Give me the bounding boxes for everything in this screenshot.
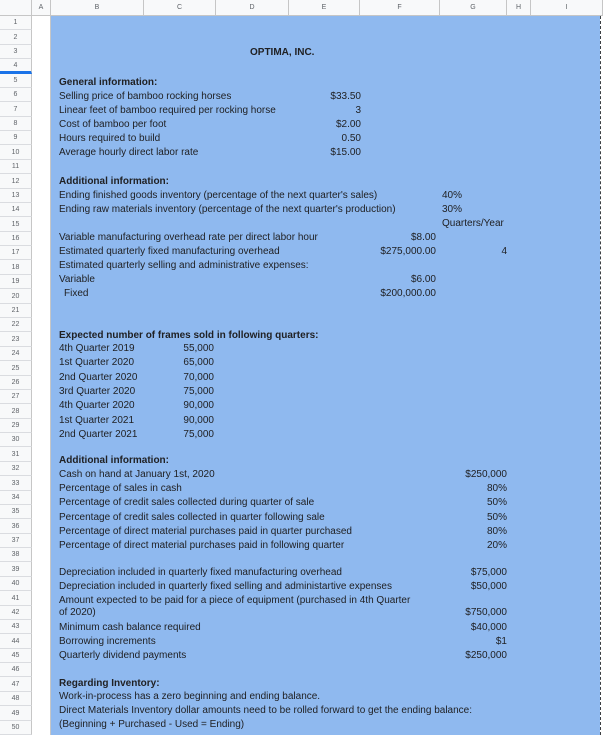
- frames-units[interactable]: 75,000: [183, 385, 214, 397]
- cash-item-label[interactable]: Percentage of credit sales collected in quarter following sale: [59, 511, 325, 523]
- general-item-label[interactable]: Selling price of bamboo rocking horses: [59, 91, 232, 102]
- row-header[interactable]: 21: [0, 304, 32, 318]
- row-header[interactable]: 44: [0, 634, 32, 649]
- cash-item-value[interactable]: 80%: [486, 483, 507, 495]
- cash-item-value[interactable]: 80%: [486, 525, 507, 537]
- row-header[interactable]: 12: [0, 174, 32, 189]
- frames-units[interactable]: 75,000: [183, 428, 214, 440]
- frames-quarter[interactable]: 2nd Quarter 2021: [59, 428, 138, 440]
- general-item-label[interactable]: Hours required to build: [59, 133, 161, 144]
- column-header[interactable]: H: [507, 0, 531, 16]
- column-header[interactable]: C: [144, 0, 216, 16]
- frames-quarter[interactable]: 3rd Quarter 2020: [59, 385, 136, 397]
- equipment-label-line-1[interactable]: Amount expected to be paid for a piece of equipment (purchased in 4th Quarter: [59, 595, 411, 606]
- row-header[interactable]: 2: [0, 30, 32, 45]
- column-header[interactable]: A: [32, 0, 51, 16]
- row-header[interactable]: 38: [0, 548, 32, 562]
- inventory-heading[interactable]: Regarding Inventory:: [59, 678, 160, 689]
- row-header[interactable]: 30: [0, 433, 32, 447]
- frames-quarter[interactable]: 1st Quarter 2020: [59, 357, 135, 369]
- policy-value[interactable]: $250,000: [465, 650, 507, 661]
- frames-quarter[interactable]: 2nd Quarter 2020: [59, 371, 138, 383]
- column-header[interactable]: F: [360, 0, 440, 16]
- row-header[interactable]: 22: [0, 318, 32, 332]
- column-header[interactable]: B: [51, 0, 144, 16]
- general-item-value[interactable]: $2.00: [335, 119, 361, 130]
- var-oh-label[interactable]: Variable manufacturing overhead rate per direct labor hour: [59, 232, 318, 243]
- general-item-label[interactable]: Linear feet of bamboo required per rocking horse: [59, 105, 276, 116]
- row-header[interactable]: 36: [0, 519, 32, 534]
- frames-units[interactable]: 65,000: [183, 357, 214, 369]
- column-header[interactable]: I: [531, 0, 603, 16]
- row-header[interactable]: 11: [0, 160, 32, 174]
- row-header[interactable]: 10: [0, 145, 32, 160]
- general-item-value[interactable]: $33.50: [330, 91, 361, 102]
- additional-heading-2[interactable]: Additional information:: [59, 455, 169, 466]
- row-header[interactable]: 26: [0, 376, 32, 390]
- row-header[interactable]: 42: [0, 606, 32, 620]
- policy-label[interactable]: Minimum cash balance required: [59, 622, 201, 633]
- frames-quarter[interactable]: 1st Quarter 2021: [59, 414, 135, 426]
- row-header[interactable]: 37: [0, 534, 32, 548]
- row-header[interactable]: 28: [0, 404, 32, 419]
- row-header[interactable]: 50: [0, 721, 32, 735]
- quarters-per-year-value[interactable]: 4: [501, 246, 507, 257]
- row-header[interactable]: 6: [0, 88, 32, 102]
- general-item-value[interactable]: $15.00: [330, 147, 361, 158]
- row-header[interactable]: 4: [0, 59, 32, 74]
- row-header[interactable]: 32: [0, 462, 32, 476]
- additional-item-label[interactable]: Ending raw materials inventory (percentage of the next quarter's production): [59, 204, 396, 215]
- additional-item-label[interactable]: Ending finished goods inventory (percentage of the next quarter's sales): [59, 190, 378, 201]
- depreciation-value[interactable]: $75,000: [470, 567, 507, 578]
- row-header[interactable]: 8: [0, 117, 32, 131]
- additional-heading-1[interactable]: Additional information:: [59, 176, 169, 187]
- general-item-label[interactable]: Cost of bamboo per foot: [59, 119, 167, 130]
- column-a-area: [32, 16, 51, 735]
- row-header[interactable]: 49: [0, 706, 32, 721]
- equipment-label-line-2[interactable]: of 2020): [59, 607, 96, 618]
- row-header[interactable]: 16: [0, 232, 32, 246]
- row-header[interactable]: 35: [0, 505, 32, 519]
- additional-item-value[interactable]: 30%: [442, 204, 463, 215]
- row-header[interactable]: 25: [0, 361, 32, 376]
- inventory-line-2[interactable]: Direct Materials Inventory dollar amounts need to be rolled forward to get the ending balance:: [59, 705, 473, 716]
- var-oh-value[interactable]: $8.00: [410, 232, 436, 243]
- frames-quarter[interactable]: 4th Quarter 2020: [59, 400, 135, 412]
- depreciation-label[interactable]: Depreciation included in quarterly fixed selling and administartive expenses: [59, 581, 392, 592]
- frames-heading[interactable]: Expected number of frames sold in following quarters:: [59, 330, 319, 341]
- variable-label[interactable]: Variable: [59, 274, 95, 285]
- cash-item-value[interactable]: 50%: [486, 511, 507, 523]
- row-header[interactable]: 43: [0, 620, 32, 634]
- frames-units[interactable]: 70,000: [183, 371, 214, 383]
- equipment-value[interactable]: $750,000: [465, 607, 507, 618]
- row-header[interactable]: 48: [0, 692, 32, 706]
- inventory-line-3[interactable]: (Beginning + Purchased - Used = Ending): [59, 719, 245, 730]
- general-heading[interactable]: General information:: [59, 77, 158, 88]
- frames-units[interactable]: 90,000: [183, 400, 214, 412]
- column-header[interactable]: D: [216, 0, 289, 16]
- cash-item-value[interactable]: $250,000: [465, 469, 507, 480]
- row-header[interactable]: 29: [0, 419, 32, 433]
- inventory-line-1[interactable]: Work-in-process has a zero beginning and ending balance.: [59, 691, 321, 702]
- depreciation-value[interactable]: $50,000: [470, 581, 507, 592]
- quarters-per-year-label[interactable]: Quarters/Year: [442, 218, 504, 229]
- row-header[interactable]: 13: [0, 189, 32, 203]
- cash-item-label[interactable]: Cash on hand at January 1st, 2020: [59, 469, 215, 480]
- general-item-value[interactable]: 3: [355, 105, 361, 116]
- policy-label[interactable]: Quarterly dividend payments: [59, 650, 187, 661]
- general-item-value[interactable]: 0.50: [341, 133, 361, 144]
- fixed-value[interactable]: $200,000.00: [380, 288, 436, 299]
- row-header[interactable]: 5: [0, 74, 32, 88]
- policy-label[interactable]: Borrowing increments: [59, 636, 156, 647]
- row-header[interactable]: 18: [0, 260, 32, 275]
- row-header[interactable]: 41: [0, 591, 32, 606]
- sheet-title[interactable]: OPTIMA, INC.: [250, 47, 315, 58]
- cash-item-label[interactable]: Percentage of direct material purchases paid in quarter purchased: [59, 525, 352, 537]
- row-header[interactable]: 31: [0, 447, 32, 462]
- row-header[interactable]: 19: [0, 275, 32, 289]
- frames-units[interactable]: 90,000: [183, 414, 214, 426]
- row-header[interactable]: 46: [0, 663, 32, 677]
- depreciation-label[interactable]: Depreciation included in quarterly fixed manufacturing overhead: [59, 567, 342, 578]
- row-header[interactable]: 47: [0, 677, 32, 692]
- row-header[interactable]: 23: [0, 332, 32, 347]
- fixed-oh-label[interactable]: Estimated quarterly fixed manufacturing overhead: [59, 246, 280, 257]
- general-item-label[interactable]: Average hourly direct labor rate: [59, 147, 199, 158]
- row-header[interactable]: 40: [0, 577, 32, 591]
- row-header[interactable]: 9: [0, 131, 32, 145]
- row-header[interactable]: 15: [0, 217, 32, 232]
- variable-value[interactable]: $6.00: [410, 274, 436, 285]
- copy-border: [600, 16, 602, 735]
- row-header[interactable]: 20: [0, 289, 32, 304]
- policy-value[interactable]: $40,000: [470, 622, 507, 633]
- column-header[interactable]: E: [289, 0, 360, 16]
- additional-item-value[interactable]: 40%: [442, 190, 463, 201]
- row-header[interactable]: 33: [0, 476, 32, 491]
- frames-units[interactable]: 55,000: [183, 343, 214, 354]
- column-header[interactable]: G: [440, 0, 507, 16]
- select-all-corner[interactable]: [0, 0, 32, 16]
- row-header[interactable]: 24: [0, 347, 32, 361]
- row-header[interactable]: 39: [0, 562, 32, 577]
- fixed-oh-value[interactable]: $275,000.00: [380, 246, 436, 257]
- row-header[interactable]: 7: [0, 102, 32, 117]
- policy-value[interactable]: $1: [495, 636, 507, 647]
- row-header[interactable]: 27: [0, 390, 32, 404]
- cash-item-label[interactable]: Percentage of credit sales collected during quarter of sale: [59, 497, 315, 509]
- row-header[interactable]: 45: [0, 649, 32, 663]
- row-header[interactable]: 34: [0, 491, 32, 505]
- row-header[interactable]: 17: [0, 246, 32, 260]
- sga-label[interactable]: Estimated quarterly selling and administrative expenses:: [59, 260, 309, 271]
- cash-item-label[interactable]: Percentage of sales in cash: [59, 483, 182, 495]
- cash-item-value[interactable]: 50%: [486, 497, 507, 509]
- row-header[interactable]: 14: [0, 203, 32, 217]
- cash-item-value[interactable]: 20%: [486, 540, 507, 551]
- frames-quarter[interactable]: 4th Quarter 2019: [59, 343, 135, 354]
- row-header[interactable]: 3: [0, 45, 32, 59]
- row-header[interactable]: 1: [0, 16, 32, 30]
- fixed-label[interactable]: Fixed: [64, 288, 89, 299]
- cash-item-label[interactable]: Percentage of direct material purchases paid in following quarter: [59, 540, 345, 551]
